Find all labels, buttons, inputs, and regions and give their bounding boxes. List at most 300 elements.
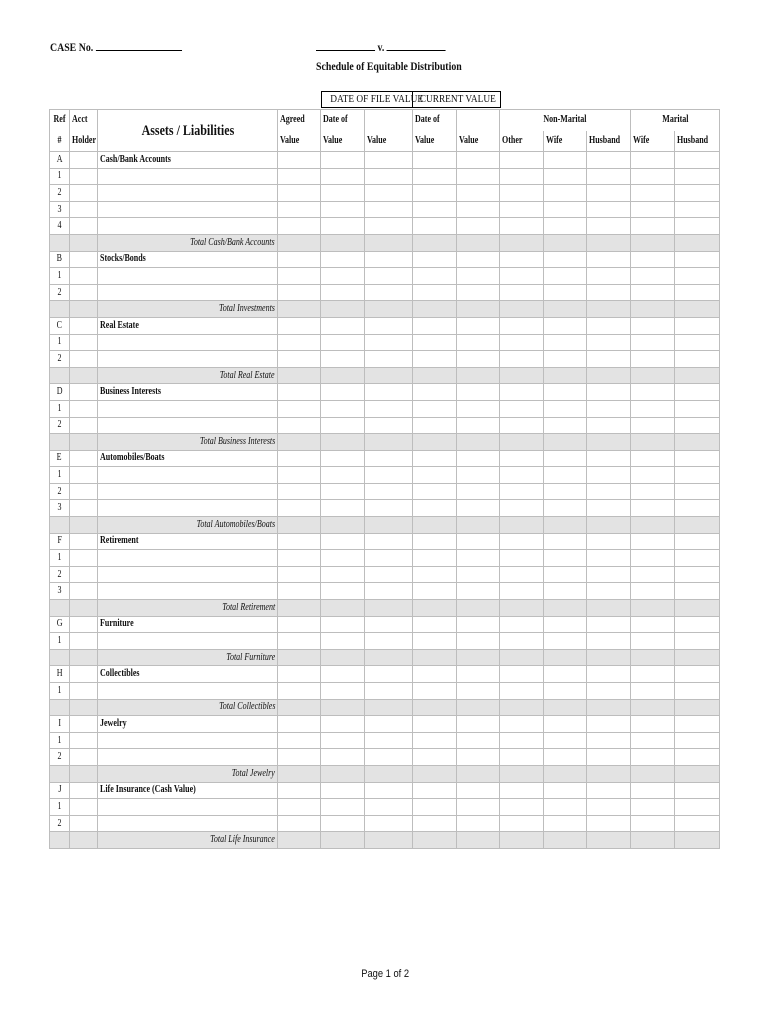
- asset-description-cell[interactable]: [98, 683, 278, 700]
- value-cell[interactable]: [278, 483, 321, 500]
- value-cell[interactable]: [365, 284, 413, 301]
- value-cell[interactable]: [544, 201, 587, 218]
- value-cell[interactable]: [675, 583, 720, 600]
- acct-holder-cell[interactable]: [70, 666, 98, 683]
- value-cell[interactable]: [587, 600, 631, 617]
- value-cell[interactable]: [587, 517, 631, 534]
- value-cell[interactable]: [587, 251, 631, 268]
- value-cell[interactable]: [631, 351, 675, 368]
- value-cell[interactable]: [675, 765, 720, 782]
- value-cell[interactable]: [365, 434, 413, 451]
- value-cell[interactable]: [457, 782, 500, 799]
- value-cell[interactable]: [675, 450, 720, 467]
- value-cell[interactable]: [278, 234, 321, 251]
- acct-holder-cell[interactable]: [70, 583, 98, 600]
- value-cell[interactable]: [544, 832, 587, 849]
- value-cell[interactable]: [675, 616, 720, 633]
- value-cell[interactable]: [544, 400, 587, 417]
- value-cell[interactable]: [587, 616, 631, 633]
- acct-holder-cell[interactable]: [70, 799, 98, 816]
- value-cell[interactable]: [631, 749, 675, 766]
- value-cell[interactable]: [365, 749, 413, 766]
- value-cell[interactable]: [321, 400, 365, 417]
- value-cell[interactable]: [321, 417, 365, 434]
- value-cell[interactable]: [675, 268, 720, 285]
- value-cell[interactable]: [587, 317, 631, 334]
- value-cell[interactable]: [675, 367, 720, 384]
- value-cell[interactable]: [278, 334, 321, 351]
- value-cell[interactable]: [365, 152, 413, 169]
- value-cell[interactable]: [413, 417, 457, 434]
- value-cell[interactable]: [278, 517, 321, 534]
- value-cell[interactable]: [278, 417, 321, 434]
- value-cell[interactable]: [321, 351, 365, 368]
- value-cell[interactable]: [544, 367, 587, 384]
- value-cell[interactable]: [365, 450, 413, 467]
- value-cell[interactable]: [500, 616, 544, 633]
- value-cell[interactable]: [278, 765, 321, 782]
- value-cell[interactable]: [500, 251, 544, 268]
- asset-description-cell[interactable]: [98, 815, 278, 832]
- value-cell[interactable]: [675, 799, 720, 816]
- value-cell[interactable]: [321, 517, 365, 534]
- value-cell[interactable]: [413, 732, 457, 749]
- value-cell[interactable]: [413, 317, 457, 334]
- value-cell[interactable]: [278, 450, 321, 467]
- value-cell[interactable]: [500, 683, 544, 700]
- value-cell[interactable]: [321, 732, 365, 749]
- value-cell[interactable]: [413, 268, 457, 285]
- value-cell[interactable]: [675, 832, 720, 849]
- value-cell[interactable]: [544, 732, 587, 749]
- value-cell[interactable]: [544, 234, 587, 251]
- value-cell[interactable]: [278, 185, 321, 202]
- value-cell[interactable]: [675, 400, 720, 417]
- value-cell[interactable]: [631, 799, 675, 816]
- value-cell[interactable]: [544, 268, 587, 285]
- value-cell[interactable]: [675, 334, 720, 351]
- value-cell[interactable]: [413, 716, 457, 733]
- value-cell[interactable]: [675, 417, 720, 434]
- value-cell[interactable]: [321, 284, 365, 301]
- value-cell[interactable]: [365, 351, 413, 368]
- acct-holder-cell[interactable]: [70, 683, 98, 700]
- value-cell[interactable]: [365, 483, 413, 500]
- value-cell[interactable]: [631, 583, 675, 600]
- value-cell[interactable]: [675, 301, 720, 318]
- value-cell[interactable]: [413, 234, 457, 251]
- value-cell[interactable]: [631, 467, 675, 484]
- value-cell[interactable]: [278, 367, 321, 384]
- value-cell[interactable]: [365, 666, 413, 683]
- acct-holder-cell[interactable]: [70, 566, 98, 583]
- value-cell[interactable]: [587, 683, 631, 700]
- asset-description-cell[interactable]: [98, 268, 278, 285]
- value-cell[interactable]: [587, 152, 631, 169]
- value-cell[interactable]: [500, 517, 544, 534]
- asset-description-cell[interactable]: [98, 732, 278, 749]
- value-cell[interactable]: [457, 384, 500, 401]
- acct-holder-cell[interactable]: [70, 251, 98, 268]
- value-cell[interactable]: [278, 268, 321, 285]
- acct-holder-cell[interactable]: [70, 400, 98, 417]
- value-cell[interactable]: [631, 649, 675, 666]
- value-cell[interactable]: [365, 616, 413, 633]
- value-cell[interactable]: [544, 168, 587, 185]
- value-cell[interactable]: [587, 185, 631, 202]
- value-cell[interactable]: [365, 400, 413, 417]
- value-cell[interactable]: [675, 649, 720, 666]
- value-cell[interactable]: [587, 334, 631, 351]
- value-cell[interactable]: [457, 583, 500, 600]
- value-cell[interactable]: [278, 649, 321, 666]
- value-cell[interactable]: [631, 533, 675, 550]
- value-cell[interactable]: [544, 334, 587, 351]
- value-cell[interactable]: [365, 649, 413, 666]
- value-cell[interactable]: [321, 765, 365, 782]
- value-cell[interactable]: [278, 384, 321, 401]
- value-cell[interactable]: [587, 201, 631, 218]
- value-cell[interactable]: [321, 716, 365, 733]
- value-cell[interactable]: [500, 450, 544, 467]
- value-cell[interactable]: [631, 251, 675, 268]
- value-cell[interactable]: [587, 832, 631, 849]
- value-cell[interactable]: [457, 234, 500, 251]
- value-cell[interactable]: [544, 218, 587, 235]
- value-cell[interactable]: [278, 467, 321, 484]
- value-cell[interactable]: [587, 799, 631, 816]
- value-cell[interactable]: [544, 450, 587, 467]
- value-cell[interactable]: [278, 301, 321, 318]
- value-cell[interactable]: [631, 234, 675, 251]
- asset-description-cell[interactable]: [98, 799, 278, 816]
- value-cell[interactable]: [544, 185, 587, 202]
- value-cell[interactable]: [321, 185, 365, 202]
- value-cell[interactable]: [413, 649, 457, 666]
- value-cell[interactable]: [457, 434, 500, 451]
- acct-holder-cell[interactable]: [70, 533, 98, 550]
- value-cell[interactable]: [631, 434, 675, 451]
- acct-holder-cell[interactable]: [70, 483, 98, 500]
- value-cell[interactable]: [413, 583, 457, 600]
- value-cell[interactable]: [278, 749, 321, 766]
- value-cell[interactable]: [457, 301, 500, 318]
- value-cell[interactable]: [365, 533, 413, 550]
- value-cell[interactable]: [675, 201, 720, 218]
- value-cell[interactable]: [365, 799, 413, 816]
- value-cell[interactable]: [321, 168, 365, 185]
- value-cell[interactable]: [675, 749, 720, 766]
- value-cell[interactable]: [365, 417, 413, 434]
- value-cell[interactable]: [675, 384, 720, 401]
- value-cell[interactable]: [278, 284, 321, 301]
- value-cell[interactable]: [587, 417, 631, 434]
- acct-holder-cell[interactable]: [70, 500, 98, 517]
- value-cell[interactable]: [278, 533, 321, 550]
- value-cell[interactable]: [675, 467, 720, 484]
- value-cell[interactable]: [631, 284, 675, 301]
- value-cell[interactable]: [278, 600, 321, 617]
- value-cell[interactable]: [321, 467, 365, 484]
- value-cell[interactable]: [457, 616, 500, 633]
- value-cell[interactable]: [587, 168, 631, 185]
- value-cell[interactable]: [631, 566, 675, 583]
- value-cell[interactable]: [631, 400, 675, 417]
- asset-description-cell[interactable]: [98, 351, 278, 368]
- value-cell[interactable]: [365, 699, 413, 716]
- value-cell[interactable]: [321, 483, 365, 500]
- value-cell[interactable]: [544, 251, 587, 268]
- value-cell[interactable]: [544, 152, 587, 169]
- asset-description-cell[interactable]: [98, 417, 278, 434]
- value-cell[interactable]: [278, 550, 321, 567]
- value-cell[interactable]: [413, 566, 457, 583]
- value-cell[interactable]: [500, 533, 544, 550]
- asset-description-cell[interactable]: [98, 500, 278, 517]
- value-cell[interactable]: [413, 384, 457, 401]
- value-cell[interactable]: [587, 566, 631, 583]
- asset-description-cell[interactable]: [98, 168, 278, 185]
- value-cell[interactable]: [544, 649, 587, 666]
- value-cell[interactable]: [278, 699, 321, 716]
- value-cell[interactable]: [544, 633, 587, 650]
- acct-holder-cell[interactable]: [70, 815, 98, 832]
- value-cell[interactable]: [500, 384, 544, 401]
- value-cell[interactable]: [365, 334, 413, 351]
- value-cell[interactable]: [675, 666, 720, 683]
- value-cell[interactable]: [500, 566, 544, 583]
- value-cell[interactable]: [500, 218, 544, 235]
- value-cell[interactable]: [321, 268, 365, 285]
- value-cell[interactable]: [544, 699, 587, 716]
- value-cell[interactable]: [631, 765, 675, 782]
- value-cell[interactable]: [365, 517, 413, 534]
- value-cell[interactable]: [544, 434, 587, 451]
- value-cell[interactable]: [365, 600, 413, 617]
- value-cell[interactable]: [457, 533, 500, 550]
- value-cell[interactable]: [413, 749, 457, 766]
- value-cell[interactable]: [675, 732, 720, 749]
- value-cell[interactable]: [365, 218, 413, 235]
- value-cell[interactable]: [500, 152, 544, 169]
- value-cell[interactable]: [544, 683, 587, 700]
- value-cell[interactable]: [413, 666, 457, 683]
- value-cell[interactable]: [413, 450, 457, 467]
- value-cell[interactable]: [675, 517, 720, 534]
- value-cell[interactable]: [544, 284, 587, 301]
- value-cell[interactable]: [365, 201, 413, 218]
- value-cell[interactable]: [457, 666, 500, 683]
- value-cell[interactable]: [321, 815, 365, 832]
- value-cell[interactable]: [321, 201, 365, 218]
- value-cell[interactable]: [457, 483, 500, 500]
- value-cell[interactable]: [500, 782, 544, 799]
- value-cell[interactable]: [321, 832, 365, 849]
- value-cell[interactable]: [413, 152, 457, 169]
- value-cell[interactable]: [500, 732, 544, 749]
- asset-description-cell[interactable]: [98, 467, 278, 484]
- value-cell[interactable]: [321, 301, 365, 318]
- value-cell[interactable]: [675, 185, 720, 202]
- value-cell[interactable]: [587, 583, 631, 600]
- value-cell[interactable]: [500, 483, 544, 500]
- value-cell[interactable]: [631, 201, 675, 218]
- value-cell[interactable]: [544, 666, 587, 683]
- value-cell[interactable]: [587, 732, 631, 749]
- value-cell[interactable]: [413, 683, 457, 700]
- value-cell[interactable]: [457, 716, 500, 733]
- value-cell[interactable]: [457, 251, 500, 268]
- value-cell[interactable]: [413, 367, 457, 384]
- value-cell[interactable]: [587, 633, 631, 650]
- value-cell[interactable]: [413, 334, 457, 351]
- acct-holder-cell[interactable]: [70, 450, 98, 467]
- value-cell[interactable]: [631, 268, 675, 285]
- acct-holder-cell[interactable]: [70, 284, 98, 301]
- acct-holder-cell[interactable]: [70, 716, 98, 733]
- value-cell[interactable]: [413, 616, 457, 633]
- value-cell[interactable]: [457, 268, 500, 285]
- value-cell[interactable]: [278, 633, 321, 650]
- value-cell[interactable]: [587, 218, 631, 235]
- value-cell[interactable]: [457, 500, 500, 517]
- value-cell[interactable]: [365, 234, 413, 251]
- value-cell[interactable]: [631, 218, 675, 235]
- value-cell[interactable]: [278, 716, 321, 733]
- acct-holder-cell[interactable]: [70, 732, 98, 749]
- value-cell[interactable]: [321, 384, 365, 401]
- value-cell[interactable]: [278, 683, 321, 700]
- value-cell[interactable]: [631, 483, 675, 500]
- value-cell[interactable]: [500, 201, 544, 218]
- value-cell[interactable]: [278, 732, 321, 749]
- value-cell[interactable]: [631, 168, 675, 185]
- plaintiff-field[interactable]: [316, 40, 375, 51]
- acct-holder-cell[interactable]: [70, 417, 98, 434]
- value-cell[interactable]: [321, 550, 365, 567]
- value-cell[interactable]: [457, 351, 500, 368]
- value-cell[interactable]: [365, 633, 413, 650]
- value-cell[interactable]: [413, 533, 457, 550]
- value-cell[interactable]: [587, 765, 631, 782]
- value-cell[interactable]: [321, 500, 365, 517]
- value-cell[interactable]: [500, 600, 544, 617]
- value-cell[interactable]: [321, 218, 365, 235]
- value-cell[interactable]: [413, 434, 457, 451]
- asset-description-cell[interactable]: [98, 566, 278, 583]
- value-cell[interactable]: [500, 317, 544, 334]
- acct-holder-cell[interactable]: [70, 351, 98, 368]
- value-cell[interactable]: [413, 168, 457, 185]
- value-cell[interactable]: [631, 699, 675, 716]
- acct-holder-cell[interactable]: [70, 749, 98, 766]
- asset-description-cell[interactable]: [98, 284, 278, 301]
- value-cell[interactable]: [457, 815, 500, 832]
- value-cell[interactable]: [500, 168, 544, 185]
- value-cell[interactable]: [544, 566, 587, 583]
- value-cell[interactable]: [413, 500, 457, 517]
- value-cell[interactable]: [587, 384, 631, 401]
- value-cell[interactable]: [321, 633, 365, 650]
- defendant-field[interactable]: [387, 40, 446, 51]
- value-cell[interactable]: [321, 749, 365, 766]
- value-cell[interactable]: [365, 815, 413, 832]
- asset-description-cell[interactable]: [98, 633, 278, 650]
- value-cell[interactable]: [278, 815, 321, 832]
- value-cell[interactable]: [587, 749, 631, 766]
- value-cell[interactable]: [457, 467, 500, 484]
- value-cell[interactable]: [457, 152, 500, 169]
- value-cell[interactable]: [544, 500, 587, 517]
- value-cell[interactable]: [321, 234, 365, 251]
- value-cell[interactable]: [321, 152, 365, 169]
- value-cell[interactable]: [365, 367, 413, 384]
- value-cell[interactable]: [457, 765, 500, 782]
- value-cell[interactable]: [413, 483, 457, 500]
- value-cell[interactable]: [500, 367, 544, 384]
- value-cell[interactable]: [631, 732, 675, 749]
- value-cell[interactable]: [500, 699, 544, 716]
- value-cell[interactable]: [413, 218, 457, 235]
- value-cell[interactable]: [457, 201, 500, 218]
- value-cell[interactable]: [675, 483, 720, 500]
- value-cell[interactable]: [321, 367, 365, 384]
- acct-holder-cell[interactable]: [70, 168, 98, 185]
- value-cell[interactable]: [278, 317, 321, 334]
- value-cell[interactable]: [278, 616, 321, 633]
- value-cell[interactable]: [500, 500, 544, 517]
- value-cell[interactable]: [631, 185, 675, 202]
- value-cell[interactable]: [675, 434, 720, 451]
- value-cell[interactable]: [587, 782, 631, 799]
- value-cell[interactable]: [457, 367, 500, 384]
- value-cell[interactable]: [321, 649, 365, 666]
- value-cell[interactable]: [675, 351, 720, 368]
- value-cell[interactable]: [413, 284, 457, 301]
- value-cell[interactable]: [457, 832, 500, 849]
- value-cell[interactable]: [321, 450, 365, 467]
- asset-description-cell[interactable]: [98, 550, 278, 567]
- value-cell[interactable]: [365, 500, 413, 517]
- value-cell[interactable]: [278, 583, 321, 600]
- value-cell[interactable]: [457, 450, 500, 467]
- acct-holder-cell[interactable]: [70, 317, 98, 334]
- value-cell[interactable]: [413, 832, 457, 849]
- case-number-field[interactable]: [96, 40, 182, 51]
- value-cell[interactable]: [631, 317, 675, 334]
- value-cell[interactable]: [675, 317, 720, 334]
- value-cell[interactable]: [544, 600, 587, 617]
- value-cell[interactable]: [675, 566, 720, 583]
- value-cell[interactable]: [587, 301, 631, 318]
- value-cell[interactable]: [631, 550, 675, 567]
- value-cell[interactable]: [321, 616, 365, 633]
- value-cell[interactable]: [675, 815, 720, 832]
- value-cell[interactable]: [544, 417, 587, 434]
- value-cell[interactable]: [500, 633, 544, 650]
- asset-description-cell[interactable]: [98, 749, 278, 766]
- acct-holder-cell[interactable]: [70, 201, 98, 218]
- value-cell[interactable]: [587, 268, 631, 285]
- value-cell[interactable]: [413, 815, 457, 832]
- value-cell[interactable]: [457, 218, 500, 235]
- value-cell[interactable]: [413, 301, 457, 318]
- value-cell[interactable]: [500, 583, 544, 600]
- value-cell[interactable]: [675, 550, 720, 567]
- value-cell[interactable]: [544, 782, 587, 799]
- value-cell[interactable]: [631, 152, 675, 169]
- value-cell[interactable]: [457, 799, 500, 816]
